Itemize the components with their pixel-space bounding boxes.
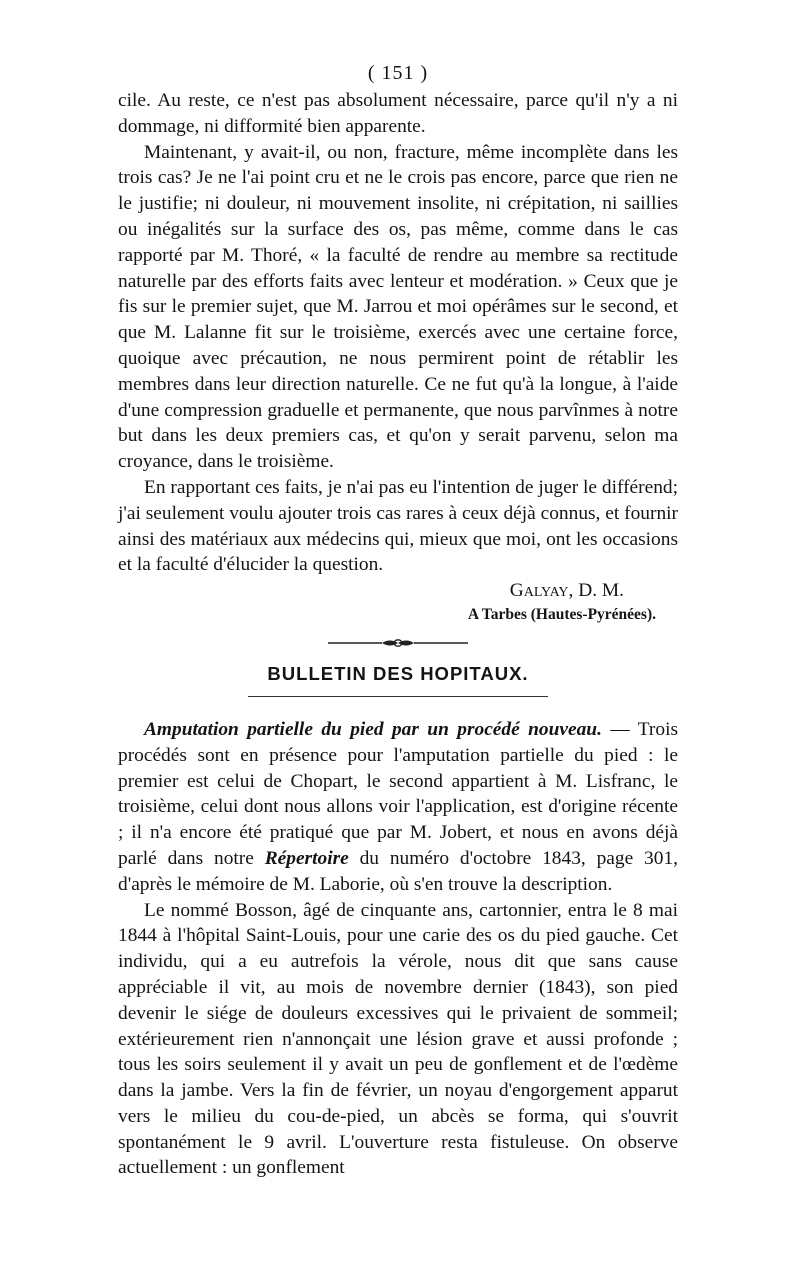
section-title: BULLETIN DES HOPITAUX. (267, 662, 529, 684)
paragraph-fracture-discussion: Maintenant, y avait-il, ou non, fracture, même incomplète dans les trois cas? Je ne l'ai point cru et ne le crois pas encore, parce que rien ne le justifie; ni douleur, ni mouvement insolite, ni crépitation, ni saillies ou inégalités sur la surface des os, pas même, comme dans le cas rapporté par M. Thoré, « la faculté de rendre au membre sa rectitude naturelle par des efforts faits avec lenteur et modération. » Ceux que je fis sur le premier sujet, que M. Jarrou et moi opérâmes sur le second, et que M. Lalanne fit sur le troisième, exercés avec une certaine force, quoique avec précaution, ne nous permirent point de rétablir les membres dans leur direction naturelle. Ce ne fut qu'à la longue, à l'aide d'une compression graduelle et permanente, que nous parvînmes à notre but dans les deux premiers cas, et qu'on y serait parvenu, selon ma croyance, dans le troisième. (118, 141, 678, 473)
paragraph-continuation: cile. Au reste, ce n'est pas absolument nécessaire, parce qu'il n'y a ni dommage, ni difformité bien apparente. (118, 90, 678, 137)
page-number: ( 151 ) (367, 62, 429, 84)
article-paragraph-intro (118, 717, 678, 898)
book-page (118, 58, 678, 1181)
article-title: Amputation partielle du pied par un procédé nouveau. (144, 718, 602, 740)
article-paragraph-case: Le nommé Bosson, âgé de cinquante ans, cartonnier, entra le 8 mai 1844 à l'hôpital Saint-Louis, pour une carie des os du pied gauche. Cet individu, qui a eu autrefois la vérole, nous dit que sans cause appréciable il vit, au mois de novembre dernier (1843), son pied devenir le siége de douleurs excessives qui le privaient de sommeil; extérieurement rien n'annonçait une lésion grave et aussi profonde ; tous les soirs seulement il y avait un peu de gonflement et de l'œdème dans la jambe. Vers la fin de février, un noyau d'engorgement apparut vers le milieu du cou-de-pied, un abcès se forma, qui s'ouvrit spontanément le 9 avril. L'ouverture resta fistuleuse. On observe actuellement : un gonflement (118, 899, 678, 1179)
author-signature: Galyay, D. M. (509, 580, 624, 602)
author-location: A Tarbes (Hautes-Pyrénées). (467, 605, 656, 623)
ornament-divider-icon (118, 636, 678, 650)
section-title-rule (248, 696, 548, 697)
article-lead-text: — Trois procédés sont en présence pour l'amputation partielle du pied : le premier est celui de Chopart, le second appartient à M. Lisfranc, le troisième, celui dont nous allons voir l'application, est d'origine récente ; il n'a encore été pratiqué que par M. Jobert, et nous en avons déjà parlé dans notre (118, 718, 678, 869)
article-lead-text-end: du numéro d'octobre 1843, page 301, d'après le mémoire de M. Laborie, où s'en trouve la description. (118, 847, 678, 895)
paragraph-conclusion: En rapportant ces faits, je n'ai pas eu l'intention de juger le différend; j'ai seulement voulu ajouter trois cas rares à ceux déjà connus, et fournir ainsi des matériaux aux médecins qui, mieux que moi, ont les occasions et la faculté d'élucider la question. (118, 476, 678, 576)
journal-name: Répertoire (264, 847, 349, 869)
